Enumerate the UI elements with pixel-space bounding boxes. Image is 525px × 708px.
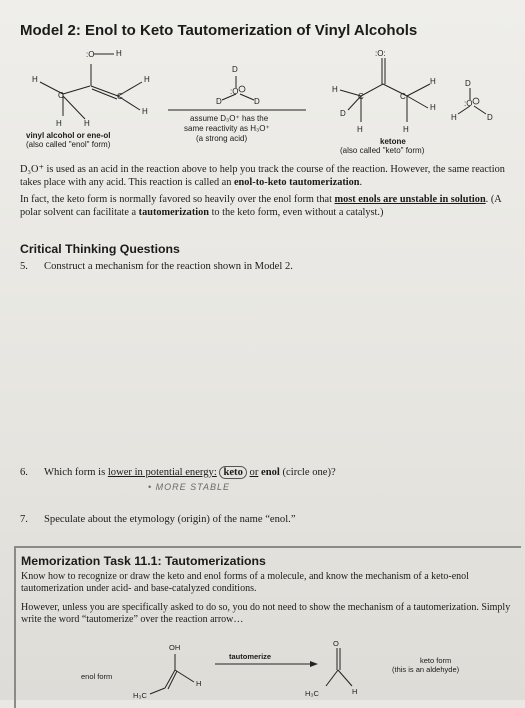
svg-text:C: C (358, 92, 364, 101)
reaction-arrow-head (310, 661, 318, 667)
keto-caption: ketone (380, 137, 406, 146)
arrow-note-1: assume D₃O⁺ has the (190, 114, 269, 123)
svg-text::O:: :O: (375, 49, 386, 58)
question-6: 6. Which form is lower in potential energy: keto or enol (circle one)? (20, 467, 336, 478)
enol-form-label: enol form (81, 672, 113, 681)
svg-text:H: H (116, 49, 122, 58)
handwritten-answer: • MORE STABLE (148, 482, 230, 492)
model-title: Model 2: Enol to Keto Tautomerization of Vinyl Alcohols (20, 22, 418, 39)
memorization-paragraph-1: Know how to recognize or draw the keto and enol forms of a molecule, and know the mechanism of a keto-enol tautomerization under acid- and base-catalyzed conditions. (21, 571, 469, 594)
svg-text:H: H (332, 85, 338, 94)
svg-text:H: H (451, 113, 457, 122)
tautomerize-example (0, 636, 525, 700)
svg-text:H: H (357, 125, 363, 134)
memorization-paragraph-2: However, unless you are specifically asked to do so, you do not need to show the mechanism of a tautomerization. Simply write the word “tautomerize” over the reaction arrow… (21, 602, 511, 625)
keto-caption-sub: (also called "keto" form) (340, 146, 425, 155)
arrow-note-3: (a strong acid) (196, 134, 248, 143)
circled-keto: keto (219, 466, 246, 479)
svg-text:H: H (196, 679, 202, 688)
svg-text:C: C (117, 92, 123, 101)
svg-text:H: H (84, 119, 90, 128)
svg-text:H: H (32, 75, 38, 84)
svg-text:C: C (400, 92, 406, 101)
enol-caption-sub: (also called "enol" form) (26, 140, 111, 149)
svg-text::O: :O (464, 99, 473, 108)
svg-text:H₃C: H₃C (305, 689, 319, 698)
svg-text:D: D (216, 97, 222, 106)
svg-text:C: C (58, 91, 64, 100)
question-7: 7. Speculate about the etymology (origin) of the name “enol.” (20, 514, 296, 525)
svg-text:D: D (232, 65, 238, 74)
paragraph-d3o: D₃O⁺ is used as an acid in the reaction above to help you track the course of the reaction. However, the same reaction takes place with any acid. This reaction is called an enol-to-keto tautomerization. (20, 164, 505, 188)
svg-text:H: H (352, 687, 358, 696)
aldehyde-note: (this is an aldehyde) (392, 665, 460, 674)
tautomerize-label: tautomerize (229, 652, 272, 661)
svg-text:OH: OH (169, 643, 181, 652)
svg-text:H: H (403, 125, 409, 134)
svg-text:D: D (465, 79, 471, 88)
svg-text:H: H (56, 119, 62, 128)
arrow-note-2: same reactivity as H₃O⁺ (184, 124, 270, 133)
svg-text:D: D (340, 109, 346, 118)
svg-text::O: :O (230, 87, 239, 96)
memorization-heading: Memorization Task 11.1: Tautomerizations (21, 554, 266, 568)
enol-caption: vinyl alcohol or ene-ol (26, 131, 111, 140)
svg-text:D: D (254, 97, 260, 106)
svg-text:O: O (333, 639, 339, 648)
svg-text:D: D (487, 113, 493, 122)
critical-thinking-heading: Critical Thinking Questions (20, 242, 180, 256)
svg-text:H: H (142, 107, 148, 116)
paragraph-keto-favored: In fact, the keto form is normally favored so heavily over the enol form that most enols are unstable in solution. (A polar solvent can facilitate a tautomerization to the keto form, even without a catalyst.) (20, 194, 502, 218)
svg-text:H₃C: H₃C (133, 691, 147, 700)
svg-text:H: H (430, 103, 436, 112)
keto-form-label: keto form (420, 656, 452, 665)
svg-text:H: H (430, 77, 436, 86)
question-5: 5. Construct a mechanism for the reaction shown in Model 2. (20, 261, 293, 272)
svg-text:H: H (144, 75, 150, 84)
svg-text::O: :O (86, 50, 95, 59)
